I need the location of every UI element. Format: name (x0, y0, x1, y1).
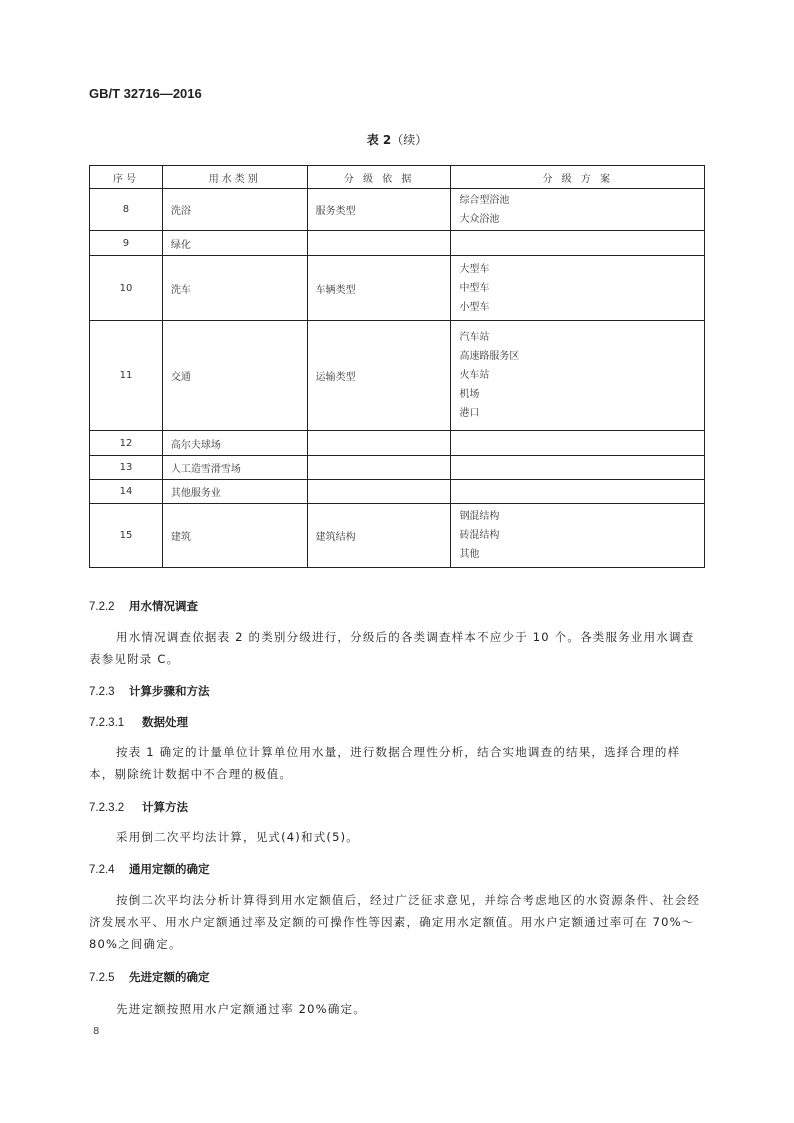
scheme-item: 港口 (459, 408, 480, 419)
section-7-2-3-2-heading (89, 799, 188, 815)
row-schemes (451, 504, 705, 568)
section-title: 先进定额的确定 (129, 970, 210, 984)
row-number: 9 (90, 231, 163, 256)
row-schemes (451, 480, 705, 504)
header-basis: 分 级 依 据 (307, 166, 451, 189)
table-title-label: 表 2 (366, 133, 392, 147)
row-category: 高尔夫球场 (162, 431, 307, 456)
paragraph-text: 先进定额按照用水户定额通过率 20%确定。 (116, 1002, 366, 1016)
row-schemes (451, 189, 705, 231)
row-number: 11 (90, 321, 163, 431)
section-number: 7.2.3.1 (89, 717, 125, 729)
scheme-item: 钢混结构 (459, 511, 500, 522)
scheme-item: 其他 (459, 549, 480, 560)
table-row (90, 431, 705, 456)
row-basis (307, 231, 451, 256)
section-7-2-4-heading (89, 861, 210, 877)
table-row (90, 456, 705, 480)
row-basis: 服务类型 (307, 189, 451, 231)
row-schemes (451, 456, 705, 480)
section-7-2-2-heading (89, 598, 198, 614)
section-title: 计算步骤和方法 (129, 684, 210, 698)
row-number: 14 (90, 480, 163, 504)
row-number: 13 (90, 456, 163, 480)
scheme-item: 综合型浴池 (459, 194, 510, 206)
header-scheme: 分 级 方 案 (451, 166, 705, 189)
row-basis: 运输类型 (307, 321, 451, 431)
section-title: 通用定额的确定 (129, 862, 210, 876)
row-schemes (451, 321, 705, 431)
section-7-2-5-heading (89, 969, 210, 985)
row-category: 其他服务业 (162, 480, 307, 504)
scheme-item: 汽车站 (459, 332, 490, 343)
table-row (90, 231, 705, 256)
scheme-item: 高速路服务区 (459, 351, 520, 362)
section-7-2-4-text (89, 889, 705, 955)
scheme-item: 小型车 (459, 301, 490, 313)
table-row (90, 256, 705, 321)
section-7-2-3-heading (89, 683, 210, 699)
table-row (90, 321, 705, 431)
row-schemes (451, 231, 705, 256)
row-schemes (451, 431, 705, 456)
section-7-2-3-2-text (89, 826, 705, 848)
scheme-item: 机场 (459, 389, 480, 400)
paragraph-text: 采用倒二次平均法计算，见式(4)和式(5)。 (116, 830, 359, 844)
section-number: 7.2.4 (89, 864, 115, 876)
section-title: 用水情况调查 (129, 599, 198, 613)
scheme-item: 大型车 (459, 263, 490, 275)
row-number: 15 (90, 504, 163, 568)
table-row (90, 480, 705, 504)
paragraph-text: 用水情况调查依据表 2 的类别分级进行，分级后的各类调查样本不应少于 10 个。各类服务业用水调查表参见附录 C。 (89, 630, 695, 666)
row-category: 交通 (162, 321, 307, 431)
row-number: 8 (90, 189, 163, 231)
row-number: 12 (90, 431, 163, 456)
row-basis: 建筑结构 (307, 504, 451, 568)
table-header-row (90, 166, 705, 189)
paragraph-text: 按表 1 确定的计量单位计算单位用水量，进行数据合理性分析，结合实地调查的结果，选择合理的样本，剔除统计数据中不合理的极值。 (89, 745, 681, 781)
scheme-item: 砖混结构 (459, 530, 500, 541)
row-basis (307, 456, 451, 480)
scheme-item: 中型车 (459, 282, 490, 294)
section-7-2-3-1-heading (89, 714, 188, 730)
section-7-2-2-text (89, 626, 705, 670)
row-category: 人工造雪滑雪场 (162, 456, 307, 480)
standard-code-header: GB/T 32716—2016 (89, 86, 202, 101)
row-number: 10 (90, 256, 163, 321)
classification-table (89, 165, 705, 568)
row-basis (307, 480, 451, 504)
section-number: 7.2.2 (89, 601, 115, 613)
header-category: 用水类别 (162, 166, 307, 189)
scheme-item: 大众浴池 (459, 213, 500, 225)
section-number: 7.2.3.2 (89, 802, 125, 814)
scheme-item: 火车站 (459, 370, 490, 381)
table-title-suffix: （续） (391, 133, 428, 147)
section-number: 7.2.3 (89, 686, 115, 698)
row-category: 绿化 (162, 231, 307, 256)
table-row (90, 189, 705, 231)
section-title: 计算方法 (142, 800, 188, 814)
header-no: 序号 (90, 166, 163, 189)
section-7-2-3-1-text (89, 741, 705, 785)
section-title: 数据处理 (142, 715, 188, 729)
section-number: 7.2.5 (89, 972, 115, 984)
table-row (90, 504, 705, 568)
row-category: 洗车 (162, 256, 307, 321)
row-schemes (451, 256, 705, 321)
row-basis: 车辆类型 (307, 256, 451, 321)
table-title (0, 131, 794, 148)
row-basis (307, 431, 451, 456)
row-category: 洗浴 (162, 189, 307, 231)
page-number: 8 (93, 1026, 100, 1037)
row-category: 建筑 (162, 504, 307, 568)
section-7-2-5-text (89, 998, 705, 1020)
paragraph-text: 按倒二次平均法分析计算得到用水定额值后，经过广泛征求意见，并综合考虑地区的水资源条件、社会经济发展水平、用水户定额通过率及定额的可操作性等因素，确定用水定额值。用水户定额通过率可在 70%～80%之间确定。 (89, 893, 701, 951)
